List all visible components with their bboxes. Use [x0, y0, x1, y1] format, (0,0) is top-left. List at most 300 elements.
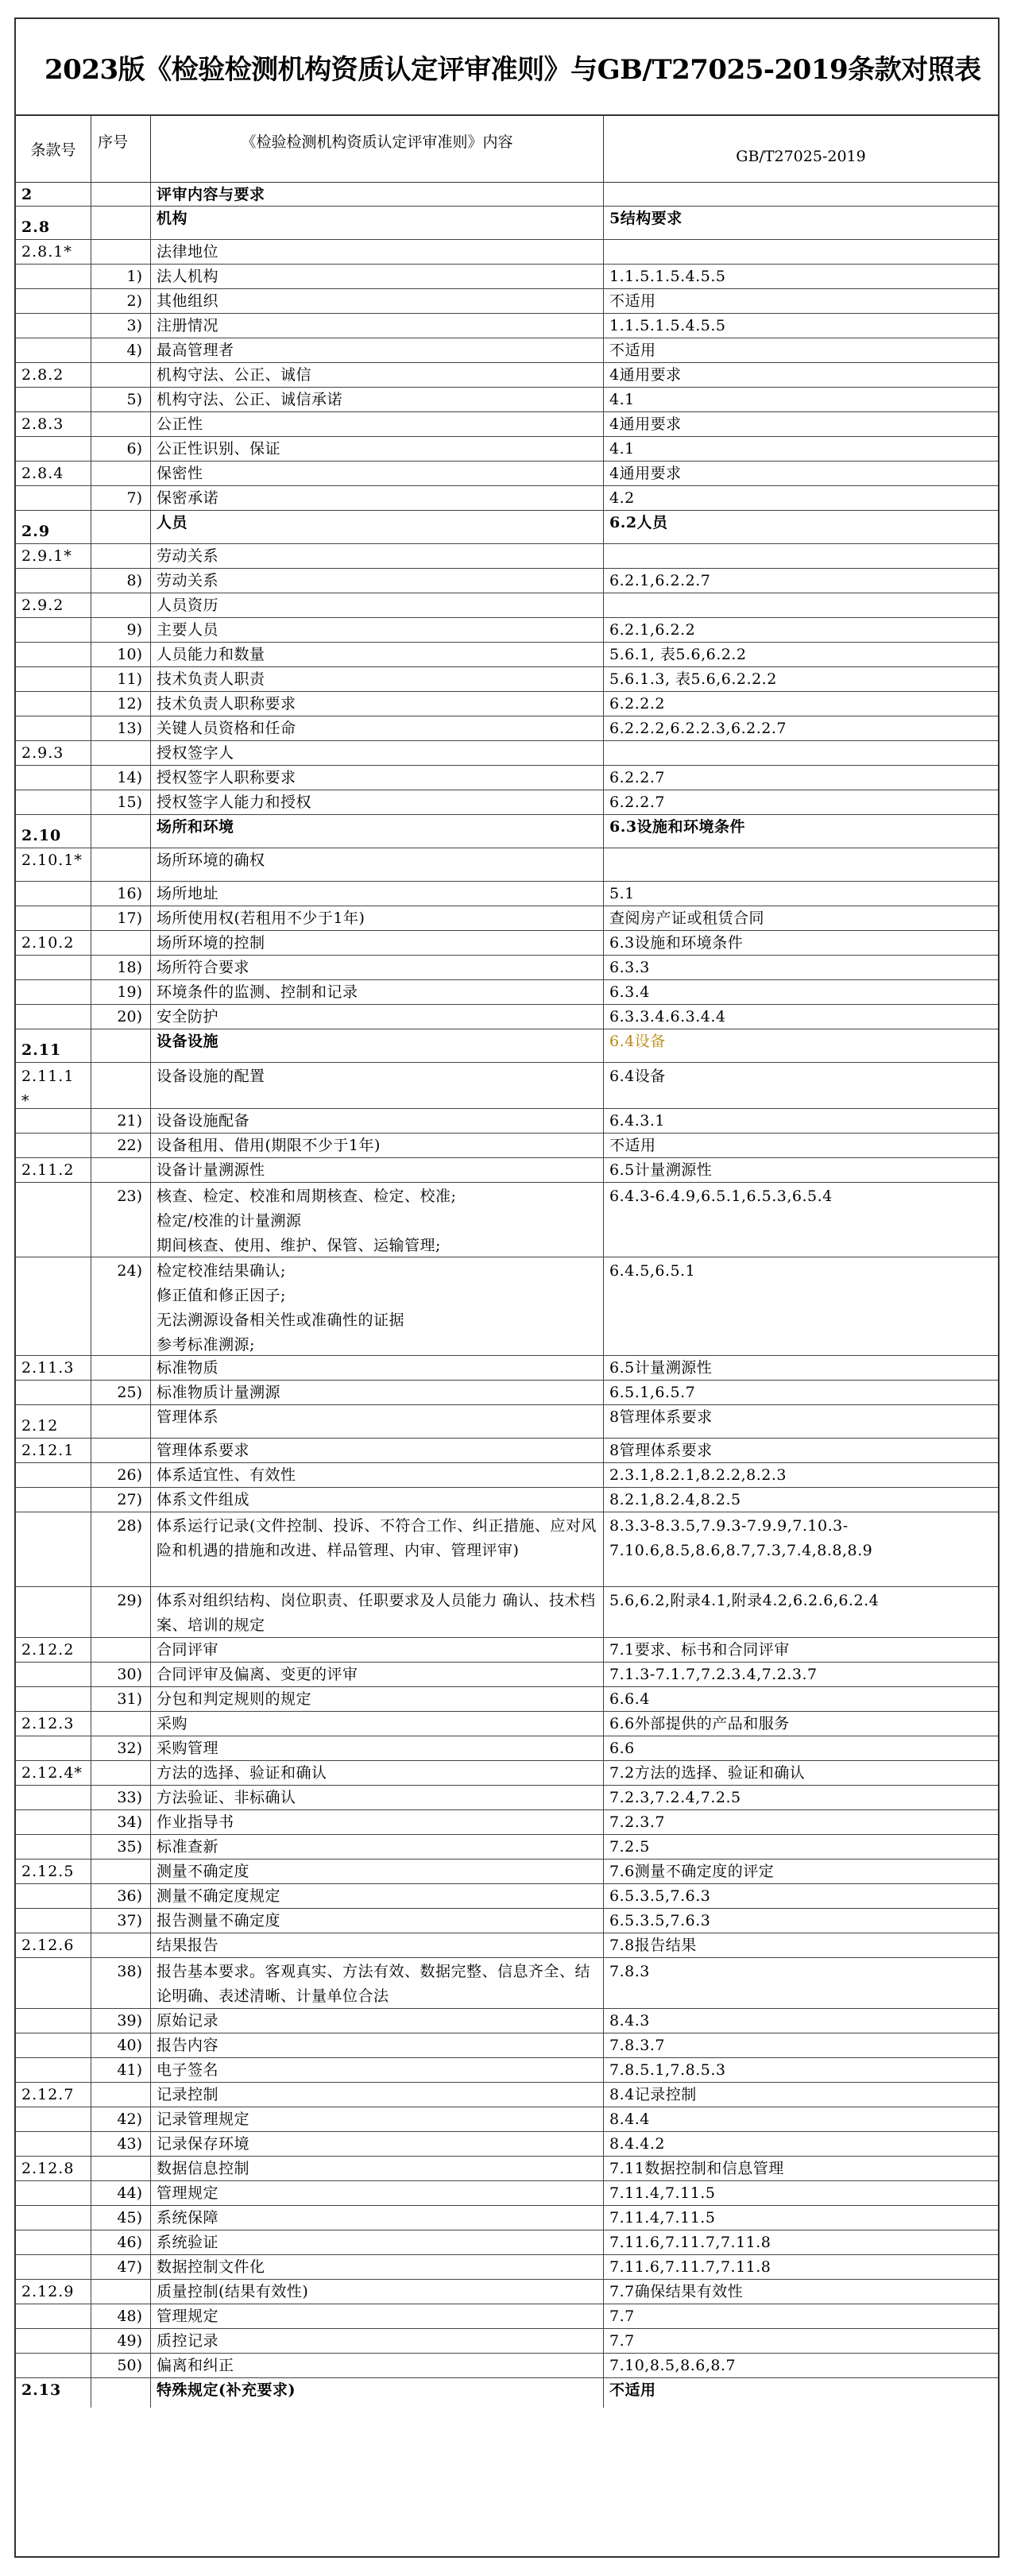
- cell-gb: 5.6,6.2,附录4.1,附录4.2,6.2.6,6.2.4: [609, 1592, 880, 1609]
- cell-clause: [16, 1488, 91, 1512]
- cell-seq: 3): [91, 314, 151, 338]
- cell-gb: 6.3.3: [609, 959, 650, 976]
- cell-content: 系统保障: [151, 2206, 604, 2230]
- cell-content: 检定校准结果确认; 修正值和修正因子; 无法溯源设备相关性或准确性的证据 参考标准溯源;: [151, 1257, 604, 1355]
- cell-content: 设备设施: [151, 1029, 604, 1062]
- cell-gb: 不适用: [609, 342, 656, 359]
- cell-clause: 2.12.8: [16, 2157, 91, 2180]
- cell-content: 保密性: [151, 462, 604, 485]
- table-row: [16, 1005, 998, 1029]
- cell-gb: 8.4.3: [609, 2012, 650, 2030]
- cell-seq: 11): [91, 667, 151, 691]
- cell-gb: 4.1: [609, 440, 635, 458]
- cell-gb: 7.6测量不确定度的评定: [609, 1863, 775, 1880]
- cell-content: 授权签字人: [151, 741, 604, 765]
- table-row: [16, 2132, 998, 2157]
- table-row: [16, 1638, 998, 1663]
- cell-clause: 2.12.7: [16, 2083, 91, 2107]
- cell-content: 最高管理者: [151, 338, 604, 362]
- cell-clause: [16, 882, 91, 906]
- cell-content: 公正性: [151, 412, 604, 436]
- cell-clause: [16, 1958, 91, 2008]
- cell-content: 设备计量溯源性: [151, 1158, 604, 1182]
- cell-seq: 22): [91, 1134, 151, 1157]
- cell-clause: [16, 2255, 91, 2279]
- cell-content: 方法验证、非标确认: [151, 1786, 604, 1809]
- cell-clause: [16, 618, 91, 642]
- cell-seq: 30): [91, 1663, 151, 1686]
- table-row: [16, 2329, 998, 2354]
- cell-content: 质量控制(结果有效性): [151, 2280, 604, 2304]
- table-row: [16, 265, 998, 289]
- cell-gb: 6.2.2.2: [609, 695, 665, 713]
- cell-content: 机构: [151, 207, 604, 239]
- table-row: [16, 1810, 998, 1835]
- cell-content: 保密承诺: [151, 486, 604, 510]
- table-row: [16, 593, 998, 618]
- cell-gb: 4.2: [609, 489, 635, 507]
- cell-seq: 32): [91, 1736, 151, 1760]
- cell-clause: [16, 1810, 91, 1834]
- cell-seq: 21): [91, 1109, 151, 1133]
- cell-clause: 2.8.3: [16, 412, 91, 436]
- cell-gb: 6.4设备: [609, 1033, 666, 1050]
- cell-gb: 1.1.5.1.5.4.5.5: [609, 268, 726, 285]
- cell-content: 设备设施配备: [151, 1109, 604, 1133]
- header-content: 《检验检测机构资质认定评审准则》内容: [151, 116, 604, 182]
- cell-gb: 8.4.4: [609, 2111, 650, 2128]
- cell-clause: [16, 569, 91, 593]
- cell-clause: 2.8.4: [16, 462, 91, 485]
- cell-clause: [16, 956, 91, 979]
- cell-gb: 7.11.6,7.11.7,7.11.8: [609, 2258, 771, 2276]
- cell-gb: 5.6.1.3, 表5.6,6.2.2.2: [609, 670, 777, 688]
- table-row: [16, 2304, 998, 2329]
- cell-seq: [91, 2083, 151, 2107]
- cell-seq: 25): [91, 1381, 151, 1404]
- cell-content: 劳动关系: [151, 569, 604, 593]
- cell-content: 电子签名: [151, 2058, 604, 2082]
- table-row: [16, 2181, 998, 2206]
- cell-clause: [16, 1884, 91, 1908]
- cell-content: 报告测量不确定度: [151, 1909, 604, 1933]
- cell-seq: [91, 2280, 151, 2304]
- cell-seq: 37): [91, 1909, 151, 1933]
- cell-content: 原始记录: [151, 2009, 604, 2033]
- cell-clause: 2.12.3: [16, 1712, 91, 1736]
- cell-content: 标准物质: [151, 1356, 604, 1380]
- cell-clause: [16, 1587, 91, 1637]
- cell-seq: 12): [91, 692, 151, 716]
- cell-content: 主要人员: [151, 618, 604, 642]
- cell-clause: [16, 486, 91, 510]
- cell-clause: [16, 1381, 91, 1404]
- cell-seq: 7): [91, 486, 151, 510]
- cell-gb: 2.3.1,8.2.1,8.2.2,8.2.3: [609, 1466, 787, 1484]
- cell-gb: 7.7确保结果有效性: [609, 2283, 744, 2300]
- cell-content: 技术负责人职责: [151, 667, 604, 691]
- cell-seq: 6): [91, 437, 151, 461]
- cell-content: 场所符合要求: [151, 956, 604, 979]
- cell-gb: 6.6: [609, 1740, 635, 1757]
- cell-gb: 6.6.4: [609, 1690, 650, 1708]
- cell-content: 管理体系: [151, 1405, 604, 1438]
- table-row: [16, 289, 998, 314]
- table-row: [16, 2033, 998, 2058]
- cell-content: 体系适宜性、有效性: [151, 1463, 604, 1487]
- cell-clause: [16, 790, 91, 814]
- table-row: [16, 2083, 998, 2107]
- cell-seq: 18): [91, 956, 151, 979]
- cell-clause: [16, 692, 91, 716]
- cell-clause: [16, 2206, 91, 2230]
- table-row: [16, 1183, 998, 1257]
- cell-clause: [16, 338, 91, 362]
- cell-seq: [91, 1405, 151, 1438]
- cell-clause: [16, 1183, 91, 1257]
- cell-seq: 46): [91, 2230, 151, 2254]
- cell-seq: [91, 1860, 151, 1883]
- table-row: [16, 1860, 998, 1884]
- cell-content: 记录保存环境: [151, 2132, 604, 2156]
- cell-clause: [16, 1663, 91, 1686]
- table-row: [16, 569, 998, 593]
- cell-gb: 不适用: [609, 2381, 656, 2399]
- cell-clause: [16, 1786, 91, 1809]
- cell-clause: [16, 1512, 91, 1586]
- table-row: [16, 716, 998, 741]
- table-row: [16, 462, 998, 486]
- cell-content: 核查、检定、校准和周期核查、检定、校准; 检定/校准的计量溯源 期间核查、使用、维护、保管、运输管理;: [151, 1183, 604, 1257]
- cell-gb: 8.3.3-8.3.5,7.9.3-7.9.9,7.10.3-7.10.6,8.5,8.6,8.7,7.3,7.4,8.8,8.9: [609, 1517, 873, 1559]
- cell-seq: [91, 1712, 151, 1736]
- cell-clause: 2.12: [16, 1405, 91, 1438]
- cell-gb: 7.8.5.1,7.8.5.3: [609, 2061, 726, 2079]
- cell-content: 授权签字人职称要求: [151, 766, 604, 790]
- cell-seq: [91, 1439, 151, 1462]
- table-row: [16, 1712, 998, 1736]
- cell-gb: 8.4记录控制: [609, 2086, 697, 2103]
- cell-clause: [16, 2329, 91, 2353]
- table-row: [16, 486, 998, 511]
- table-row: [16, 1587, 998, 1638]
- cell-seq: [91, 1029, 151, 1062]
- cell-gb: 6.3设施和环境条件: [609, 934, 744, 952]
- cell-seq: [91, 2378, 151, 2408]
- cell-gb: 7.7: [609, 2308, 635, 2325]
- cell-content: 注册情况: [151, 314, 604, 338]
- cell-content: 特殊规定(补充要求): [151, 2378, 604, 2408]
- table-row: [16, 1958, 998, 2009]
- table-row: [16, 2206, 998, 2230]
- table-row: [16, 643, 998, 667]
- cell-content: 标准查新: [151, 1835, 604, 1859]
- cell-gb: 6.3.3.4.6.3.4.4: [609, 1008, 726, 1025]
- cell-gb: 6.5.3.5,7.6.3: [609, 1887, 711, 1905]
- cell-content: 偏离和纠正: [151, 2354, 604, 2377]
- table-body: [16, 183, 998, 2408]
- cell-gb: 8.4.4.2: [609, 2135, 665, 2153]
- cell-gb: 6.4.3-6.4.9,6.5.1,6.5.3,6.5.4: [609, 1188, 833, 1205]
- table-row: [16, 741, 998, 766]
- cell-content: 场所和环境: [151, 815, 604, 848]
- cell-gb: 7.2.5: [609, 1838, 650, 1856]
- table-row: [16, 437, 998, 462]
- cell-clause: [16, 1463, 91, 1487]
- cell-gb: 7.2.3,7.2.4,7.2.5: [609, 1789, 741, 1806]
- table-row: [16, 338, 998, 363]
- cell-gb: 8.2.1,8.2.4,8.2.5: [609, 1491, 741, 1508]
- cell-clause: 2.13: [16, 2378, 91, 2408]
- cell-seq: 4): [91, 338, 151, 362]
- cell-gb: 6.6外部提供的产品和服务: [609, 1715, 790, 1732]
- cell-content: 体系运行记录(文件控制、投诉、不符合工作、纠正措施、应对风险和机遇的措施和改进、样品管理、内审、管理评审): [151, 1512, 604, 1586]
- cell-gb: 4通用要求: [609, 415, 682, 433]
- cell-gb: 6.5.3.5,7.6.3: [609, 1912, 711, 1929]
- cell-content: 系统验证: [151, 2230, 604, 2254]
- cell-gb: 6.2.1,6.2.2.7: [609, 572, 711, 589]
- cell-seq: 42): [91, 2107, 151, 2131]
- cell-seq: [91, 848, 151, 881]
- cell-gb: 8管理体系要求: [609, 1442, 713, 1459]
- cell-content: 质控记录: [151, 2329, 604, 2353]
- table-row: [16, 314, 998, 338]
- cell-gb: 6.3.4: [609, 983, 650, 1001]
- cell-seq: 10): [91, 643, 151, 666]
- cell-gb: 不适用: [609, 1137, 656, 1154]
- cell-seq: 41): [91, 2058, 151, 2082]
- cell-seq: 49): [91, 2329, 151, 2353]
- cell-seq: 45): [91, 2206, 151, 2230]
- cell-content: 标准物质计量溯源: [151, 1381, 604, 1404]
- cell-seq: 34): [91, 1810, 151, 1834]
- cell-seq: 43): [91, 2132, 151, 2156]
- cell-gb: 7.11.4,7.11.5: [609, 2184, 716, 2202]
- cell-seq: [91, 511, 151, 543]
- cell-content: 管理规定: [151, 2304, 604, 2328]
- table-row: [16, 1405, 998, 1439]
- cell-clause: 2.10: [16, 815, 91, 848]
- cell-content: 数据信息控制: [151, 2157, 604, 2180]
- cell-seq: 38): [91, 1958, 151, 2008]
- cell-clause: [16, 1257, 91, 1355]
- cell-content: 采购管理: [151, 1736, 604, 1760]
- table-row: [16, 1134, 998, 1158]
- cell-gb: 6.2.2.2,6.2.2.3,6.2.2.7: [609, 720, 787, 737]
- cell-clause: 2.12.2: [16, 1638, 91, 1662]
- cell-clause: [16, 388, 91, 411]
- cell-seq: [91, 183, 151, 206]
- cell-content: 方法的选择、验证和确认: [151, 1761, 604, 1785]
- table-row: [16, 388, 998, 412]
- cell-gb: 7.7: [609, 2332, 635, 2350]
- cell-seq: 19): [91, 980, 151, 1004]
- cell-clause: [16, 2058, 91, 2082]
- table-row: [16, 1663, 998, 1687]
- cell-gb: 6.5计量溯源性: [609, 1161, 713, 1179]
- cell-clause: 2.9.1*: [16, 544, 91, 568]
- cell-gb: 6.4.5,6.5.1: [609, 1262, 696, 1280]
- table-row: [16, 2009, 998, 2033]
- table-row: [16, 1786, 998, 1810]
- table-row: [16, 1933, 998, 1958]
- cell-clause: 2.8: [16, 207, 91, 239]
- cell-seq: [91, 1063, 151, 1108]
- table-row: [16, 1029, 998, 1063]
- cell-seq: 17): [91, 906, 151, 930]
- cell-clause: 2.12.6: [16, 1933, 91, 1957]
- cell-gb: [604, 240, 998, 264]
- cell-clause: 2.11.1 *: [16, 1063, 91, 1108]
- cell-clause: 2.12.4*: [16, 1761, 91, 1785]
- cell-seq: 5): [91, 388, 151, 411]
- cell-seq: 50): [91, 2354, 151, 2377]
- cell-content: 其他组织: [151, 289, 604, 313]
- cell-clause: 2.11.2: [16, 1158, 91, 1182]
- cell-content: 测量不确定度规定: [151, 1884, 604, 1908]
- cell-seq: 23): [91, 1183, 151, 1257]
- cell-content: 授权签字人能力和授权: [151, 790, 604, 814]
- cell-content: 设备设施的配置: [151, 1063, 604, 1108]
- cell-content: 技术负责人职称要求: [151, 692, 604, 716]
- cell-gb: 4通用要求: [609, 465, 682, 482]
- cell-seq: [91, 1933, 151, 1957]
- cell-clause: [16, 2230, 91, 2254]
- cell-gb: 7.11数据控制和信息管理: [609, 2160, 784, 2177]
- cell-content: 法人机构: [151, 265, 604, 288]
- cell-content: 管理规定: [151, 2181, 604, 2205]
- cell-clause: [16, 906, 91, 930]
- table-row: [16, 956, 998, 980]
- cell-content: 关键人员资格和任命: [151, 716, 604, 740]
- cell-clause: [16, 980, 91, 1004]
- table-row: [16, 692, 998, 716]
- cell-clause: 2.9.2: [16, 593, 91, 617]
- table-row: [16, 790, 998, 815]
- cell-seq: 14): [91, 766, 151, 790]
- cell-seq: 15): [91, 790, 151, 814]
- cell-gb: 4.1: [609, 391, 635, 408]
- cell-gb: 8管理体系要求: [609, 1408, 713, 1426]
- cell-content: 报告内容: [151, 2033, 604, 2057]
- cell-gb: 7.2.3.7: [609, 1813, 665, 1831]
- table-row: [16, 1158, 998, 1183]
- cell-gb: 7.11.4,7.11.5: [609, 2209, 716, 2226]
- table-row: [16, 2378, 998, 2408]
- table-row: [16, 882, 998, 906]
- cell-gb: 7.8.3: [609, 1963, 650, 1980]
- cell-content: 劳动关系: [151, 544, 604, 568]
- table-row: [16, 1439, 998, 1463]
- cell-seq: 28): [91, 1512, 151, 1586]
- cell-clause: 2.10.1*: [16, 848, 91, 881]
- cell-seq: 33): [91, 1786, 151, 1809]
- cell-content: 法律地位: [151, 240, 604, 264]
- cell-clause: [16, 643, 91, 666]
- cell-gb: 1.1.5.1.5.4.5.5: [609, 317, 726, 334]
- cell-seq: [91, 363, 151, 387]
- cell-content: 评审内容与要求: [151, 183, 604, 206]
- cell-content: 记录控制: [151, 2083, 604, 2107]
- cell-clause: [16, 314, 91, 338]
- cell-seq: 36): [91, 1884, 151, 1908]
- table-row: [16, 511, 998, 544]
- cell-seq: 35): [91, 1835, 151, 1859]
- table-row: [16, 931, 998, 956]
- cell-content: 场所使用权(若租用不少于1年): [151, 906, 604, 930]
- table-row: [16, 1356, 998, 1381]
- cell-content: 场所环境的确权: [151, 848, 604, 881]
- table-row: [16, 1063, 998, 1109]
- table-row: [16, 1909, 998, 1933]
- cell-content: 人员: [151, 511, 604, 543]
- cell-clause: [16, 2132, 91, 2156]
- cell-gb: 6.2.1,6.2.2: [609, 621, 696, 639]
- table-row: [16, 848, 998, 882]
- cell-seq: 16): [91, 882, 151, 906]
- table-row: [16, 2280, 998, 2304]
- table-row: [16, 1257, 998, 1356]
- cell-seq: 27): [91, 1488, 151, 1512]
- cell-clause: 2.8.2: [16, 363, 91, 387]
- table-row: [16, 412, 998, 437]
- cell-clause: [16, 1687, 91, 1711]
- cell-clause: 2.12.9: [16, 2280, 91, 2304]
- cell-content: 机构守法、公正、诚信承诺: [151, 388, 604, 411]
- comparison-table: [14, 17, 1000, 2558]
- cell-seq: 40): [91, 2033, 151, 2057]
- table-row: [16, 618, 998, 643]
- table-row: [16, 1463, 998, 1488]
- cell-clause: [16, 437, 91, 461]
- cell-seq: [91, 412, 151, 436]
- cell-seq: 20): [91, 1005, 151, 1029]
- table-row: [16, 1884, 998, 1909]
- cell-seq: [91, 544, 151, 568]
- table-row: [16, 183, 998, 207]
- cell-clause: [16, 1736, 91, 1760]
- cell-content: 分包和判定规则的规定: [151, 1687, 604, 1711]
- cell-gb: 7.11.6,7.11.7,7.11.8: [609, 2234, 771, 2251]
- cell-seq: 31): [91, 1687, 151, 1711]
- cell-content: 场所环境的控制: [151, 931, 604, 955]
- cell-seq: 26): [91, 1463, 151, 1487]
- cell-gb: 6.5计量溯源性: [609, 1359, 713, 1377]
- cell-seq: 39): [91, 2009, 151, 2033]
- cell-seq: 8): [91, 569, 151, 593]
- cell-clause: 2.11.3: [16, 1356, 91, 1380]
- table-row: [16, 980, 998, 1005]
- cell-clause: 2: [16, 183, 91, 206]
- cell-seq: 2): [91, 289, 151, 313]
- cell-seq: 48): [91, 2304, 151, 2328]
- cell-clause: [16, 2304, 91, 2328]
- cell-seq: [91, 1356, 151, 1380]
- cell-content: 安全防护: [151, 1005, 604, 1029]
- cell-content: 环境条件的监测、控制和记录: [151, 980, 604, 1004]
- table-row: [16, 1488, 998, 1512]
- table-row: [16, 2157, 998, 2181]
- table-row: [16, 2230, 998, 2255]
- cell-content: 体系对组织结构、岗位职责、任职要求及人员能力 确认、技术档案、培训的规定: [151, 1587, 604, 1637]
- table-row: [16, 1687, 998, 1712]
- table-row: [16, 2354, 998, 2378]
- cell-gb: 5.6.1, 表5.6,6.2.2: [609, 646, 747, 663]
- cell-content: 作业指导书: [151, 1810, 604, 1834]
- cell-content: 报告基本要求。客观真实、方法有效、数据完整、信息齐全、结论明确、表述清晰、计量单位合法: [151, 1958, 604, 2008]
- cell-content: 体系文件组成: [151, 1488, 604, 1512]
- cell-clause: [16, 2033, 91, 2057]
